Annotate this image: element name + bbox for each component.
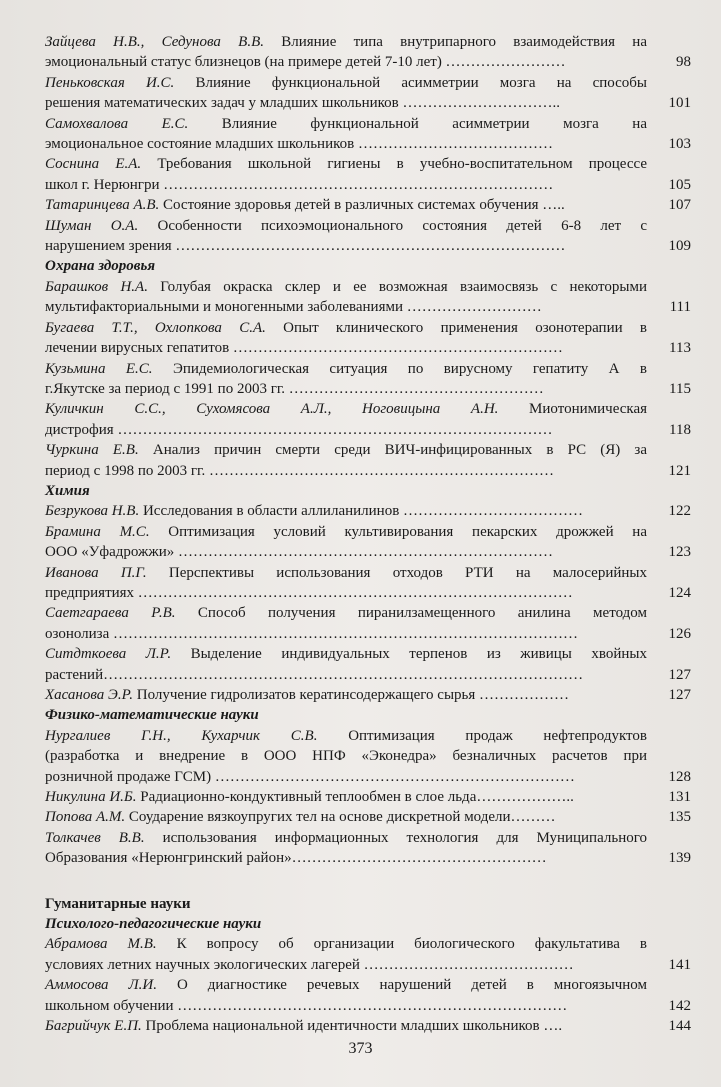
entry-page-number: 144 — [668, 1018, 691, 1035]
entry-title: Опыт клинического применения озонотерапии в — [265, 319, 647, 336]
toc-entry-line — [45, 154, 691, 174]
toc-entry — [45, 934, 691, 975]
major-heading-humanities: Гуманитарные науки — [45, 895, 191, 912]
entry-author: Аммосова Л.И. — [45, 977, 157, 994]
entry-text — [45, 975, 647, 995]
entry-page-number: 127 — [668, 666, 691, 683]
entry-author: Пеньковская И.С. — [45, 74, 175, 91]
toc-group — [45, 726, 691, 869]
toc-entry-line — [45, 399, 691, 419]
toc-entry — [45, 73, 691, 114]
entry-title: период с 1998 по 2003 гг. …………………………………………………………… — [45, 462, 554, 479]
entry-page-number: 98 — [676, 54, 691, 71]
entry-text — [45, 665, 647, 685]
toc-entry — [45, 501, 691, 521]
toc-entry-line — [45, 746, 691, 766]
toc-group — [45, 934, 691, 1036]
entry-title: Голубая окраска склер и ее возможная взаимосвязь с некоторыми — [147, 278, 648, 295]
toc-entry — [45, 359, 691, 400]
toc-entry-line — [45, 318, 691, 338]
entry-title: Получение гидролизатов кератинсодержащего сырья ……………… — [133, 687, 570, 703]
entry-author: Самохвалова Е.С. — [45, 115, 189, 132]
toc-entry — [45, 195, 691, 215]
entry-title: Способ получения пиранилзамещенного анилина методом — [175, 605, 647, 622]
toc-entry-line — [45, 542, 691, 562]
entry-text — [45, 297, 647, 317]
entry-text — [45, 583, 647, 603]
toc-entry — [45, 318, 691, 359]
page-number: 373 — [348, 1040, 373, 1057]
entry-text — [45, 726, 647, 746]
entry-author: Куличкин С.С., Сухомясова А.Л., Ноговицына А.Н. — [45, 401, 499, 418]
entry-page-number: 139 — [668, 850, 691, 867]
entry-title: Проблема национальной идентичности младших школьников …. — [141, 1018, 563, 1035]
entry-title: Анализ причин смерти среди ВИЧ-инфицированных в РС (Я) за — [138, 442, 647, 459]
toc-entry-line — [45, 522, 691, 542]
entry-text — [45, 32, 647, 52]
toc-entry-line — [45, 440, 691, 460]
entry-text — [45, 338, 647, 358]
entry-text — [45, 955, 647, 975]
section-heading-psych-ped: Психолого-педагогические науки — [45, 916, 262, 933]
toc-entry — [45, 685, 691, 705]
entry-title: Требования школьной гигиены в учебно-воспитательном процессе — [141, 156, 647, 173]
toc-entry-line — [45, 73, 691, 93]
entry-title: Выделение индивидуальных терпенов из живицы хвойных — [171, 646, 647, 663]
toc-entry-line — [45, 685, 691, 705]
entry-page-number: 128 — [668, 768, 691, 785]
entry-text — [45, 420, 647, 440]
entry-text — [45, 73, 647, 93]
entry-text — [45, 603, 647, 623]
toc-entry — [45, 277, 691, 318]
entry-author: Нургалиев Г.Н., Кухарчик С.В. — [45, 727, 318, 744]
entry-title: ООО «Уфадрожжи» ………………………………………………………………… — [45, 544, 554, 561]
entry-author: Соснина Е.А. — [45, 156, 142, 173]
toc-group — [45, 277, 691, 481]
entry-page-number: 131 — [668, 789, 691, 806]
entry-page-number: 113 — [669, 340, 691, 357]
toc-entry-line — [45, 848, 691, 868]
toc-entry — [45, 440, 691, 481]
section-heading-health: Охрана здоровья — [45, 258, 156, 275]
entry-page-number: 126 — [668, 625, 691, 642]
entry-text — [45, 522, 647, 542]
toc-entry-line — [45, 665, 691, 685]
entry-text — [45, 114, 647, 134]
toc-entry-line — [45, 975, 691, 995]
entry-text — [45, 828, 647, 848]
toc-entry-line — [45, 807, 691, 827]
entry-page-number: 115 — [669, 380, 691, 397]
toc-entry-line — [45, 624, 691, 644]
toc-entry-line — [45, 934, 691, 954]
entry-text — [45, 154, 647, 174]
entry-text — [45, 996, 647, 1016]
entry-title: лечении вирусных гепатитов ………………………………………………………… — [45, 340, 563, 357]
entry-author: Барашков Н.А. — [45, 278, 148, 295]
toc-entry — [45, 399, 691, 440]
toc-entry-line — [45, 828, 691, 848]
entry-title: Оптимизация условий культивирования пекарских дрожжей на — [149, 523, 647, 540]
entry-title: Оптимизация продаж нефтепродуктов — [317, 727, 647, 744]
toc-entry — [45, 828, 691, 869]
toc-entry-line — [45, 32, 691, 52]
entry-author: Ситдткоева Л.Р. — [45, 646, 172, 663]
entry-author: Безрукова Н.В. — [45, 503, 140, 520]
entry-title: Перспективы использования отходов РТИ на малосерийных — [146, 564, 647, 581]
entry-author: Шуман О.А. — [45, 217, 139, 234]
entry-title: Исследования в области аллиланилинов ……………………………… — [139, 503, 584, 520]
section-heading-physics-math: Физико-математические науки — [45, 707, 259, 724]
entry-text — [45, 501, 647, 521]
entry-author: Абрамова М.В. — [45, 936, 157, 953]
entry-page-number: 142 — [668, 997, 691, 1014]
entry-text — [45, 359, 647, 379]
toc-entry — [45, 114, 691, 155]
toc-entry-line — [45, 236, 691, 256]
entry-title: школ г. Нерюнгри …………………………………………………………………… — [45, 176, 554, 193]
toc-entry — [45, 787, 691, 807]
toc-entry — [45, 603, 691, 644]
entry-page-number: 123 — [668, 544, 691, 561]
entry-title: Влияние функциональной асимметрии мозга на способы — [174, 74, 647, 91]
entry-author: Попова А.М. — [45, 809, 126, 826]
toc-entry-line — [45, 563, 691, 583]
entry-title: предприятиях …………………………………………………………………………… — [45, 584, 573, 601]
toc-entry-line — [45, 955, 691, 975]
entry-page-number: 111 — [669, 299, 691, 316]
toc-group — [45, 501, 691, 705]
toc-entry-line — [45, 1016, 691, 1036]
entry-text — [45, 685, 647, 705]
toc-entry-line — [45, 175, 691, 195]
table-of-contents — [45, 32, 691, 1037]
entry-title: Влияние типа внутрипарного взаимодействия на — [263, 34, 647, 50]
entry-text — [45, 1016, 647, 1036]
toc-entry-line — [45, 996, 691, 1016]
entry-title: Радиационно-кондуктивный теплообмен в слое льда……………….. — [136, 789, 574, 806]
toc-entry — [45, 644, 691, 685]
toc-entry-line — [45, 216, 691, 236]
entry-title: розничной продаже ГСМ) ……………………………………………………………… — [45, 768, 575, 785]
toc-entry-line — [45, 603, 691, 623]
entry-author: Зайцева Н.В., Седунова В.В. — [45, 34, 264, 50]
entry-title: К вопросу об организации биологического факультатива в — [156, 936, 648, 953]
entry-text — [45, 767, 647, 787]
entry-text — [45, 787, 647, 807]
toc-entry — [45, 522, 691, 563]
entry-title: г.Якутске за период с 1991 по 2003 гг. …………………………………………… — [45, 380, 544, 397]
toc-entry-line — [45, 338, 691, 358]
entry-title: нарушением зрения …………………………………………………………………… — [45, 238, 566, 255]
entry-text — [45, 236, 647, 256]
entry-text — [45, 563, 647, 583]
toc-entry-line — [45, 297, 691, 317]
entry-page-number: 122 — [668, 503, 691, 520]
toc-entry — [45, 216, 691, 257]
entry-page-number: 101 — [668, 95, 691, 112]
entry-page-number: 127 — [668, 687, 691, 703]
entry-page-number: 135 — [668, 809, 691, 826]
entry-text — [45, 934, 647, 954]
entry-author: Татаринцева А.В. — [45, 197, 160, 214]
section-heading-chemistry: Химия — [45, 482, 90, 499]
entry-title: растений…………………………………………………………………………………… — [45, 666, 584, 683]
toc-entry-line — [45, 501, 691, 521]
toc-entry — [45, 32, 691, 73]
toc-entry-line — [45, 359, 691, 379]
entry-text — [45, 134, 647, 154]
entry-text — [45, 93, 647, 113]
entry-text — [45, 461, 647, 481]
toc-entry-line — [45, 787, 691, 807]
entry-text — [45, 746, 647, 766]
entry-page-number: 118 — [669, 421, 691, 438]
entry-title: О диагностике речевых нарушений детей в многоязычном — [156, 977, 647, 994]
entry-author: Багрийчук Е.П. — [45, 1018, 142, 1035]
entry-author: Чуркина Е.В. — [45, 442, 139, 459]
entry-title: решения математических задач у младших школьников ………………………….. — [45, 95, 561, 112]
entry-text — [45, 379, 647, 399]
entry-text — [45, 624, 647, 644]
toc-entry-line — [45, 379, 691, 399]
toc-entry — [45, 975, 691, 1016]
entry-page-number: 103 — [668, 136, 691, 153]
entry-title: (разработка и внедрение в ООО НПФ «Эконедра» безналичных расчетов при — [45, 748, 647, 765]
entry-title: дистрофия …………………………………………………………………………… — [45, 421, 553, 438]
entry-page-number: 107 — [668, 197, 691, 214]
entry-author: Бугаева Т.Т., Охлопкова С.А. — [45, 319, 266, 336]
entry-author: Хасанова Э.Р. — [45, 687, 134, 703]
entry-text — [45, 175, 647, 195]
entry-title: озонолиза ………………………………………………………………………………… — [45, 625, 579, 642]
entry-author: Кузьмина Е.С. — [45, 360, 153, 377]
toc-entry — [45, 1016, 691, 1036]
entry-text — [45, 542, 647, 562]
entry-title: эмоциональный статус близнецов (на примере детей 7-10 лет) …………………… — [45, 54, 566, 71]
entry-text — [45, 277, 647, 297]
entry-title: Соударение вязкоупругих тел на основе дискретной модели……… — [125, 809, 556, 826]
toc-entry-line — [45, 52, 691, 72]
toc-entry — [45, 807, 691, 827]
entry-author: Брамина М.С. — [45, 523, 150, 540]
entry-title: условиях летних научных экологических лагерей …………………………………… — [45, 956, 574, 973]
entry-text — [45, 318, 647, 338]
entry-text — [45, 195, 647, 215]
entry-text — [45, 807, 647, 827]
entry-page-number: 141 — [668, 956, 691, 973]
toc-entry-line — [45, 195, 691, 215]
entry-title: Состояние здоровья детей в различных системах обучения ….. — [159, 197, 565, 214]
toc-group — [45, 32, 691, 256]
entry-text — [45, 848, 647, 868]
toc-entry-line — [45, 277, 691, 297]
entry-author: Саетгараева Р.В. — [45, 605, 176, 622]
entry-page-number: 105 — [668, 176, 691, 193]
toc-entry-line — [45, 583, 691, 603]
toc-entry-line — [45, 134, 691, 154]
entry-title: школьном обучении …………………………………………………………………… — [45, 997, 568, 1014]
toc-entry-line — [45, 767, 691, 787]
toc-entry-line — [45, 461, 691, 481]
entry-page-number: 109 — [668, 238, 691, 255]
entry-title: эмоциональное состояние младших школьников ………………………………… — [45, 136, 553, 153]
entry-title: Миотонимическая — [498, 401, 648, 418]
toc-entry-line — [45, 644, 691, 664]
toc-entry — [45, 726, 691, 787]
toc-entry-line — [45, 114, 691, 134]
entry-text — [45, 216, 647, 236]
entry-page-number: 124 — [668, 584, 691, 601]
entry-title: Эпидемиологическая ситуация по вирусному гепатиту А в — [152, 360, 647, 377]
entry-title: использования информационных технология для Муниципального — [144, 829, 648, 846]
toc-entry — [45, 154, 691, 195]
toc-entry-line — [45, 93, 691, 113]
entry-text — [45, 440, 647, 460]
entry-title: Образования «Нерюнгринский район»…………………………………………… — [45, 850, 547, 867]
entry-title: Особенности психоэмоционального состояния детей 6-8 лет с — [138, 217, 647, 234]
entry-title: мультифакториальными и моногенными заболеваниями ……………………… — [45, 299, 542, 316]
entry-title: Влияние функциональной асимметрии мозга на — [188, 115, 647, 132]
entry-author: Толкачев В.В. — [45, 829, 145, 846]
entry-page-number: 121 — [668, 462, 691, 479]
toc-entry — [45, 563, 691, 604]
entry-text — [45, 644, 647, 664]
entry-author: Никулина И.Б. — [45, 789, 137, 806]
entry-author: Иванова П.Г. — [45, 564, 147, 581]
entry-text — [45, 52, 647, 72]
entry-text — [45, 399, 647, 419]
toc-entry-line — [45, 420, 691, 440]
toc-entry-line — [45, 726, 691, 746]
